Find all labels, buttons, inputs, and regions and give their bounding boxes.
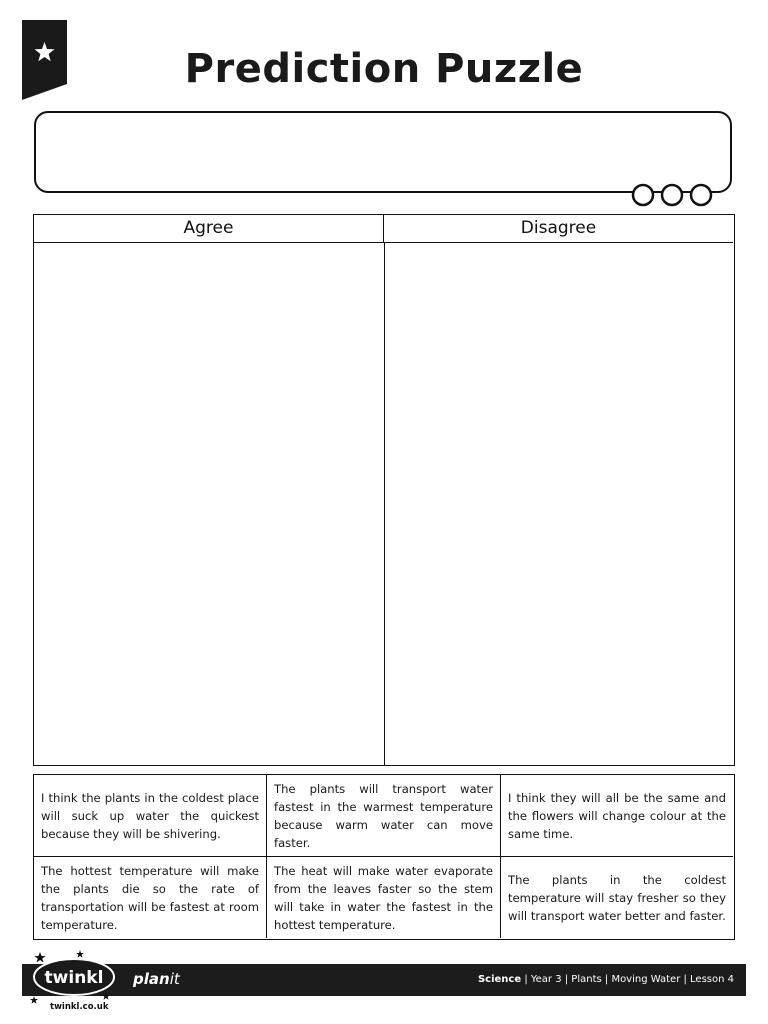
- prediction-cards: [33, 774, 735, 940]
- prediction-card[interactable]: I think the plants in the coldest place will suck up water the quickest because they will be shivering.: [34, 775, 267, 857]
- star-icon: [30, 996, 38, 1004]
- agree-header: Agree: [34, 215, 384, 243]
- star-icon: [35, 952, 46, 963]
- logo-text: twinkl: [44, 968, 104, 988]
- planit-suffix: it: [169, 970, 180, 988]
- breadcrumb-path: | Year 3 | Plants | Moving Water | Lesson 4: [521, 974, 734, 985]
- site-url: twinkl.co.uk: [50, 1002, 109, 1012]
- agree-disagree-table: [33, 214, 735, 766]
- twinkl-logo: [28, 950, 128, 1010]
- star-icon: [102, 992, 110, 1000]
- prediction-card[interactable]: The plants will transport water fastest in the warmest temperature because warm water can move faster.: [267, 775, 501, 857]
- disagree-header: Disagree: [384, 215, 733, 243]
- page-title: Prediction Puzzle: [184, 46, 584, 92]
- prediction-input-box[interactable]: [34, 111, 732, 193]
- column-divider: [384, 243, 385, 765]
- prediction-card[interactable]: The plants in the coldest temperature will stay fresher so they will transport water better and faster.: [508, 872, 726, 923]
- star-icon: [76, 950, 84, 958]
- prediction-card[interactable]: I think they will all be the same and the flowers will change colour at the same time.: [501, 775, 733, 857]
- planit-label: [133, 970, 180, 988]
- prediction-card[interactable]: The hottest temperature will make the plants die so the rate of transportation will be fastest at room temperature.: [34, 857, 267, 938]
- thought-bubbles-icon: [630, 182, 714, 208]
- planit-prefix: plan: [133, 970, 170, 988]
- prediction-card[interactable]: The heat will make water evaporate from the leaves faster so the stem will take in water the fastest in the hottest temperature.: [267, 857, 501, 938]
- breadcrumb-subject: Science: [477, 974, 522, 985]
- breadcrumb: [478, 974, 734, 985]
